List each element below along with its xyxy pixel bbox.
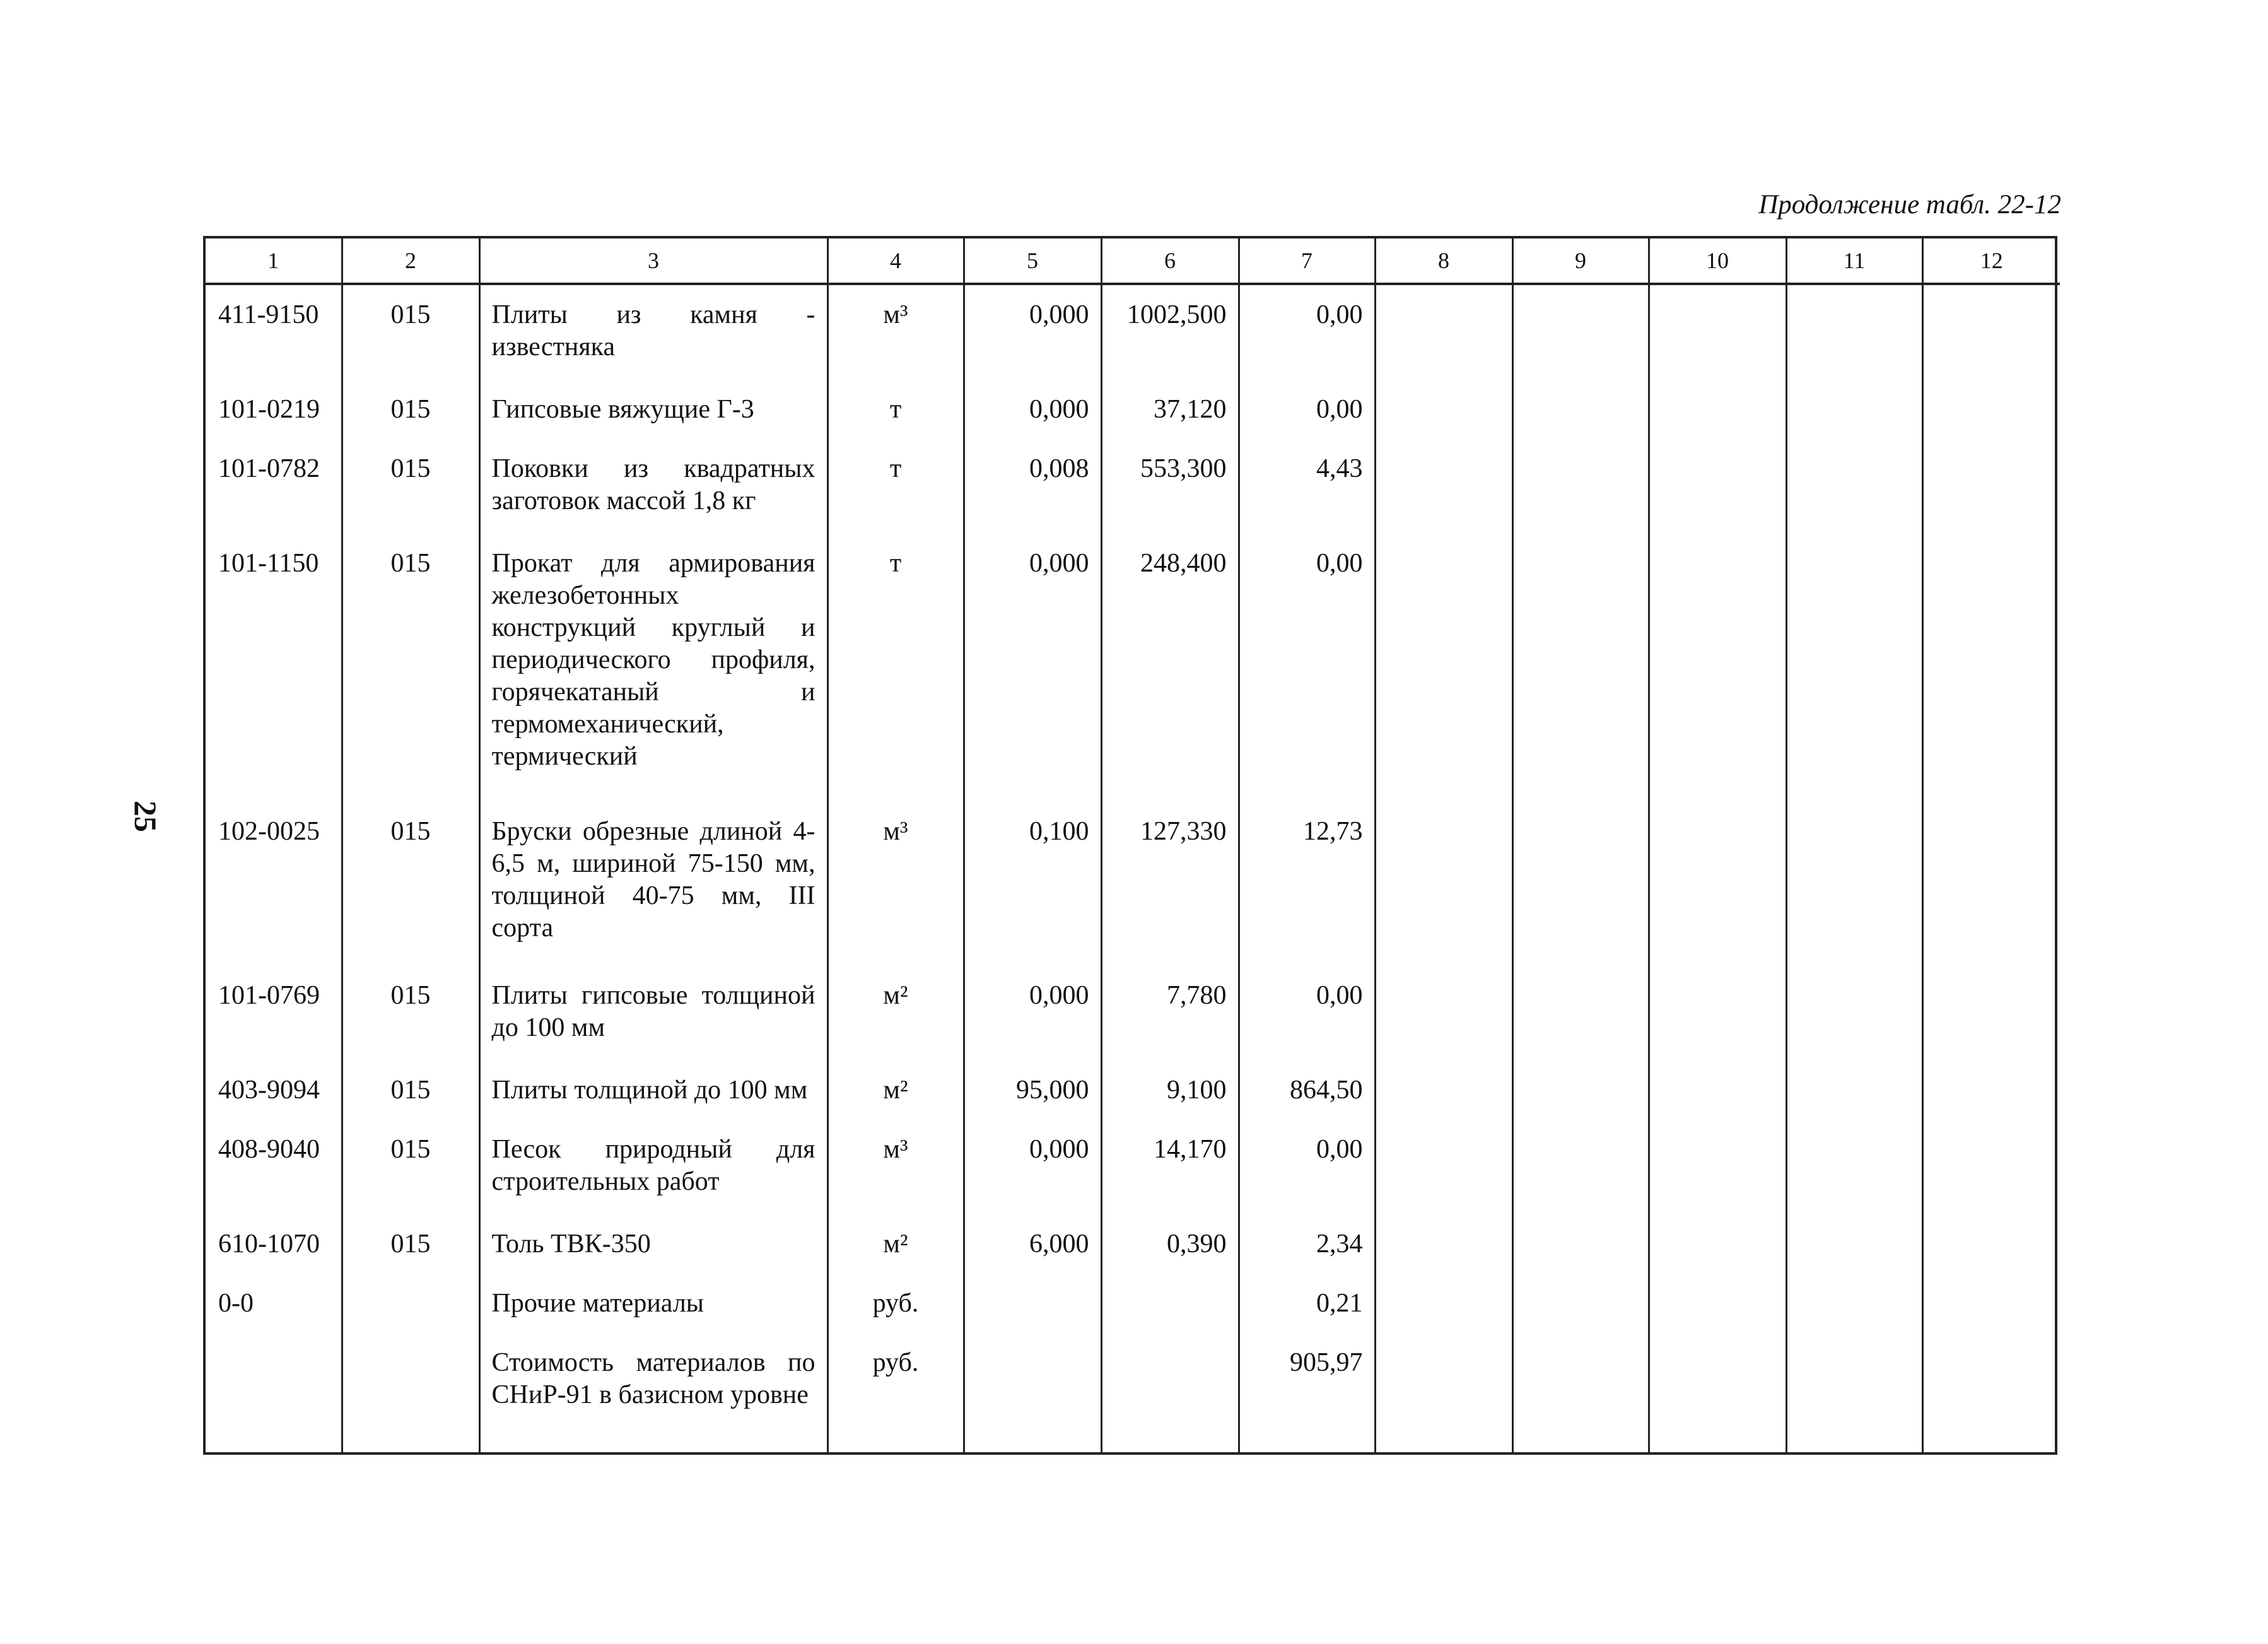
empty-cell xyxy=(1649,966,1786,1060)
empty-cell xyxy=(1649,1120,1786,1214)
material-name-cell: Толь ТВК-350 xyxy=(479,1214,827,1274)
empty-cell xyxy=(1649,1274,1786,1333)
empty-cell xyxy=(1922,534,2060,802)
empty-cell xyxy=(1649,1060,1786,1120)
total-cost-cell: 0,00 xyxy=(1239,1120,1375,1214)
empty-cell xyxy=(1922,284,2060,380)
empty-cell xyxy=(1375,1333,1512,1428)
empty-cell xyxy=(1512,1274,1649,1333)
resource-group-cell xyxy=(342,1333,479,1428)
empty-cell xyxy=(827,1428,964,1452)
unit-price-cell: 14,170 xyxy=(1101,1120,1239,1214)
empty-cell xyxy=(1922,1214,2060,1274)
quantity-cell: 0,000 xyxy=(964,534,1101,802)
column-header: 3 xyxy=(479,238,827,284)
unit-cell: м³ xyxy=(827,284,964,380)
empty-cell xyxy=(1512,439,1649,534)
empty-cell xyxy=(1375,1060,1512,1120)
empty-cell xyxy=(1649,802,1786,966)
empty-cell xyxy=(1786,284,1922,380)
empty-cell xyxy=(1922,1333,2060,1428)
empty-cell xyxy=(1375,439,1512,534)
empty-cell xyxy=(1786,802,1922,966)
material-code-cell: 411-9150 xyxy=(218,300,319,329)
unit-cell: руб. xyxy=(827,1274,964,1333)
unit-cell: руб. xyxy=(827,1333,964,1428)
empty-cell xyxy=(1922,966,2060,1060)
empty-cell xyxy=(1512,966,1649,1060)
column-header: 8 xyxy=(1375,238,1512,284)
material-name-cell: Гипсовые вяжущие Г-3 xyxy=(479,380,827,439)
material-name-cell: Песок природный для строительных работ xyxy=(479,1120,827,1214)
resource-group-cell: 015 xyxy=(342,966,479,1060)
empty-cell xyxy=(1239,1428,1375,1452)
empty-cell xyxy=(1512,802,1649,966)
empty-cell xyxy=(1375,802,1512,966)
empty-cell xyxy=(1375,1214,1512,1274)
unit-cell: т xyxy=(827,439,964,534)
empty-cell xyxy=(1512,1214,1649,1274)
empty-cell xyxy=(1786,1214,1922,1274)
unit-cell: т xyxy=(827,534,964,802)
quantity-cell: 6,000 xyxy=(964,1214,1101,1274)
empty-cell xyxy=(1512,1060,1649,1120)
filler-row xyxy=(206,1428,2060,1452)
table-row xyxy=(206,380,2060,439)
resource-group-cell: 015 xyxy=(342,439,479,534)
quantity-cell xyxy=(964,1274,1101,1333)
resource-group-cell: 015 xyxy=(342,534,479,802)
empty-cell xyxy=(1649,1333,1786,1428)
empty-cell xyxy=(964,1428,1101,1452)
table-row xyxy=(206,439,2060,534)
empty-cell xyxy=(1922,1428,2060,1452)
column-header: 10 xyxy=(1649,238,1786,284)
unit-price-cell xyxy=(1101,1333,1239,1428)
material-name-cell: Плиты толщиной до 100 мм xyxy=(479,1060,827,1120)
unit-price-cell: 127,330 xyxy=(1101,802,1239,966)
empty-cell xyxy=(1101,1428,1239,1452)
material-name-cell: Прочие материалы xyxy=(479,1274,827,1333)
empty-cell xyxy=(1375,284,1512,380)
table-row xyxy=(206,1120,2060,1214)
resource-group-cell: 015 xyxy=(342,802,479,966)
quantity-cell: 95,000 xyxy=(964,1060,1101,1120)
material-code-cell: 0-0 xyxy=(218,1289,254,1318)
total-cost-cell: 0,00 xyxy=(1239,534,1375,802)
table-row xyxy=(206,802,2060,966)
resource-group-cell xyxy=(342,1274,479,1333)
column-header: 4 xyxy=(827,238,964,284)
table-row xyxy=(206,1214,2060,1274)
empty-cell xyxy=(1922,439,2060,534)
unit-price-cell: 0,390 xyxy=(1101,1214,1239,1274)
empty-cell xyxy=(1512,1428,1649,1452)
empty-cell xyxy=(1512,1333,1649,1428)
material-name-cell: Плиты из камня - известняка xyxy=(479,284,827,380)
column-header: 9 xyxy=(1512,238,1649,284)
quantity-cell: 0,100 xyxy=(964,802,1101,966)
total-cost-cell: 0,00 xyxy=(1239,966,1375,1060)
table-row xyxy=(206,534,2060,802)
table-row xyxy=(206,1333,2060,1428)
page-number: 25 xyxy=(128,801,163,832)
total-cost-cell: 864,50 xyxy=(1239,1060,1375,1120)
unit-cell: т xyxy=(827,380,964,439)
unit-price-cell: 553,300 xyxy=(1101,439,1239,534)
table-row xyxy=(206,1274,2060,1333)
material-code-cell: 101-1150 xyxy=(218,548,319,578)
empty-cell xyxy=(1922,1060,2060,1120)
total-cost-cell: 12,73 xyxy=(1239,802,1375,966)
column-header: 7 xyxy=(1239,238,1375,284)
empty-cell xyxy=(1786,1120,1922,1214)
empty-cell xyxy=(1512,380,1649,439)
empty-cell xyxy=(206,1428,342,1452)
unit-cell: м² xyxy=(827,1214,964,1274)
total-cost-cell: 0,00 xyxy=(1239,380,1375,439)
unit-price-cell: 9,100 xyxy=(1101,1060,1239,1120)
material-name-cell: Прокат для армирования железобетонных конструкций круглый и периодического профиля, горячекатаный и термомеханический, термический xyxy=(479,534,827,802)
unit-cell: м³ xyxy=(827,802,964,966)
empty-cell xyxy=(1512,1120,1649,1214)
material-name-cell: Стоимость материалов по СНиР-91 в базисном уровне xyxy=(479,1333,827,1428)
quantity-cell xyxy=(964,1333,1101,1428)
empty-cell xyxy=(1786,966,1922,1060)
empty-cell xyxy=(479,1428,827,1452)
table-continuation-caption: Продолжение табл. 22-12 xyxy=(1758,190,2061,220)
total-cost-cell: 2,34 xyxy=(1239,1214,1375,1274)
table-body xyxy=(206,284,2060,1452)
empty-cell xyxy=(1375,966,1512,1060)
resource-group-cell: 015 xyxy=(342,380,479,439)
total-cost-cell: 4,43 xyxy=(1239,439,1375,534)
empty-cell xyxy=(1649,439,1786,534)
empty-cell xyxy=(1375,380,1512,439)
material-name-cell: Поковки из квадратных заготовок массой 1,8 кг xyxy=(479,439,827,534)
unit-price-cell xyxy=(1101,1274,1239,1333)
column-header: 6 xyxy=(1101,238,1239,284)
empty-cell xyxy=(1786,439,1922,534)
resource-group-cell: 015 xyxy=(342,1060,479,1120)
material-code-cell: 101-0782 xyxy=(218,454,320,483)
resource-group-cell: 015 xyxy=(342,284,479,380)
material-code-cell: 403-9094 xyxy=(218,1076,320,1105)
total-cost-cell: 905,97 xyxy=(1239,1333,1375,1428)
quantity-cell: 0,000 xyxy=(964,1120,1101,1214)
empty-cell xyxy=(1649,380,1786,439)
empty-cell xyxy=(1375,1274,1512,1333)
empty-cell xyxy=(1922,1120,2060,1214)
empty-cell xyxy=(1649,284,1786,380)
material-name-cell: Плиты гипсовые толщиной до 100 мм xyxy=(479,966,827,1060)
column-header: 2 xyxy=(342,238,479,284)
table-row xyxy=(206,284,2060,380)
unit-cell: м² xyxy=(827,1060,964,1120)
empty-cell xyxy=(1649,534,1786,802)
column-header: 12 xyxy=(1922,238,2060,284)
empty-cell xyxy=(1786,380,1922,439)
unit-price-cell: 37,120 xyxy=(1101,380,1239,439)
material-code-cell xyxy=(206,1333,342,1428)
empty-cell xyxy=(1922,1274,2060,1333)
empty-cell xyxy=(1512,534,1649,802)
unit-price-cell: 1002,500 xyxy=(1101,284,1239,380)
material-code-cell: 610-1070 xyxy=(218,1229,320,1259)
unit-price-cell: 7,780 xyxy=(1101,966,1239,1060)
material-code-cell: 101-0769 xyxy=(218,981,320,1011)
resource-group-cell: 015 xyxy=(342,1214,479,1274)
quantity-cell: 0,000 xyxy=(964,284,1101,380)
unit-price-cell: 248,400 xyxy=(1101,534,1239,802)
empty-cell xyxy=(1512,284,1649,380)
empty-cell xyxy=(1922,380,2060,439)
materials-table xyxy=(206,238,2060,1452)
column-header: 5 xyxy=(964,238,1101,284)
table-row xyxy=(206,1060,2060,1120)
table-row xyxy=(206,966,2060,1060)
material-name-cell: Бруски обрезные длиной 4-6,5 м, шириной 75-150 мм, толщиной 40-75 мм, III сорта xyxy=(479,802,827,966)
empty-cell xyxy=(1786,1060,1922,1120)
total-cost-cell: 0,21 xyxy=(1239,1274,1375,1333)
empty-cell xyxy=(1375,534,1512,802)
column-number-row xyxy=(206,238,2060,284)
empty-cell xyxy=(1786,534,1922,802)
empty-cell xyxy=(1649,1428,1786,1452)
empty-cell xyxy=(342,1428,479,1452)
quantity-cell: 0,000 xyxy=(964,380,1101,439)
empty-cell xyxy=(1786,1428,1922,1452)
column-header: 11 xyxy=(1786,238,1922,284)
quantity-cell: 0,008 xyxy=(964,439,1101,534)
materials-table-frame xyxy=(203,236,2057,1455)
material-code-cell: 408-9040 xyxy=(218,1135,320,1165)
total-cost-cell: 0,00 xyxy=(1239,284,1375,380)
empty-cell xyxy=(1922,802,2060,966)
column-header: 1 xyxy=(206,238,342,284)
unit-cell: м² xyxy=(827,966,964,1060)
unit-cell: м³ xyxy=(827,1120,964,1214)
empty-cell xyxy=(1375,1120,1512,1214)
empty-cell xyxy=(1649,1214,1786,1274)
quantity-cell: 0,000 xyxy=(964,966,1101,1060)
empty-cell xyxy=(1786,1333,1922,1428)
empty-cell xyxy=(1786,1274,1922,1333)
resource-group-cell: 015 xyxy=(342,1120,479,1214)
empty-cell xyxy=(1375,1428,1512,1452)
material-code-cell: 102-0025 xyxy=(218,817,320,847)
material-code-cell: 101-0219 xyxy=(218,394,320,424)
